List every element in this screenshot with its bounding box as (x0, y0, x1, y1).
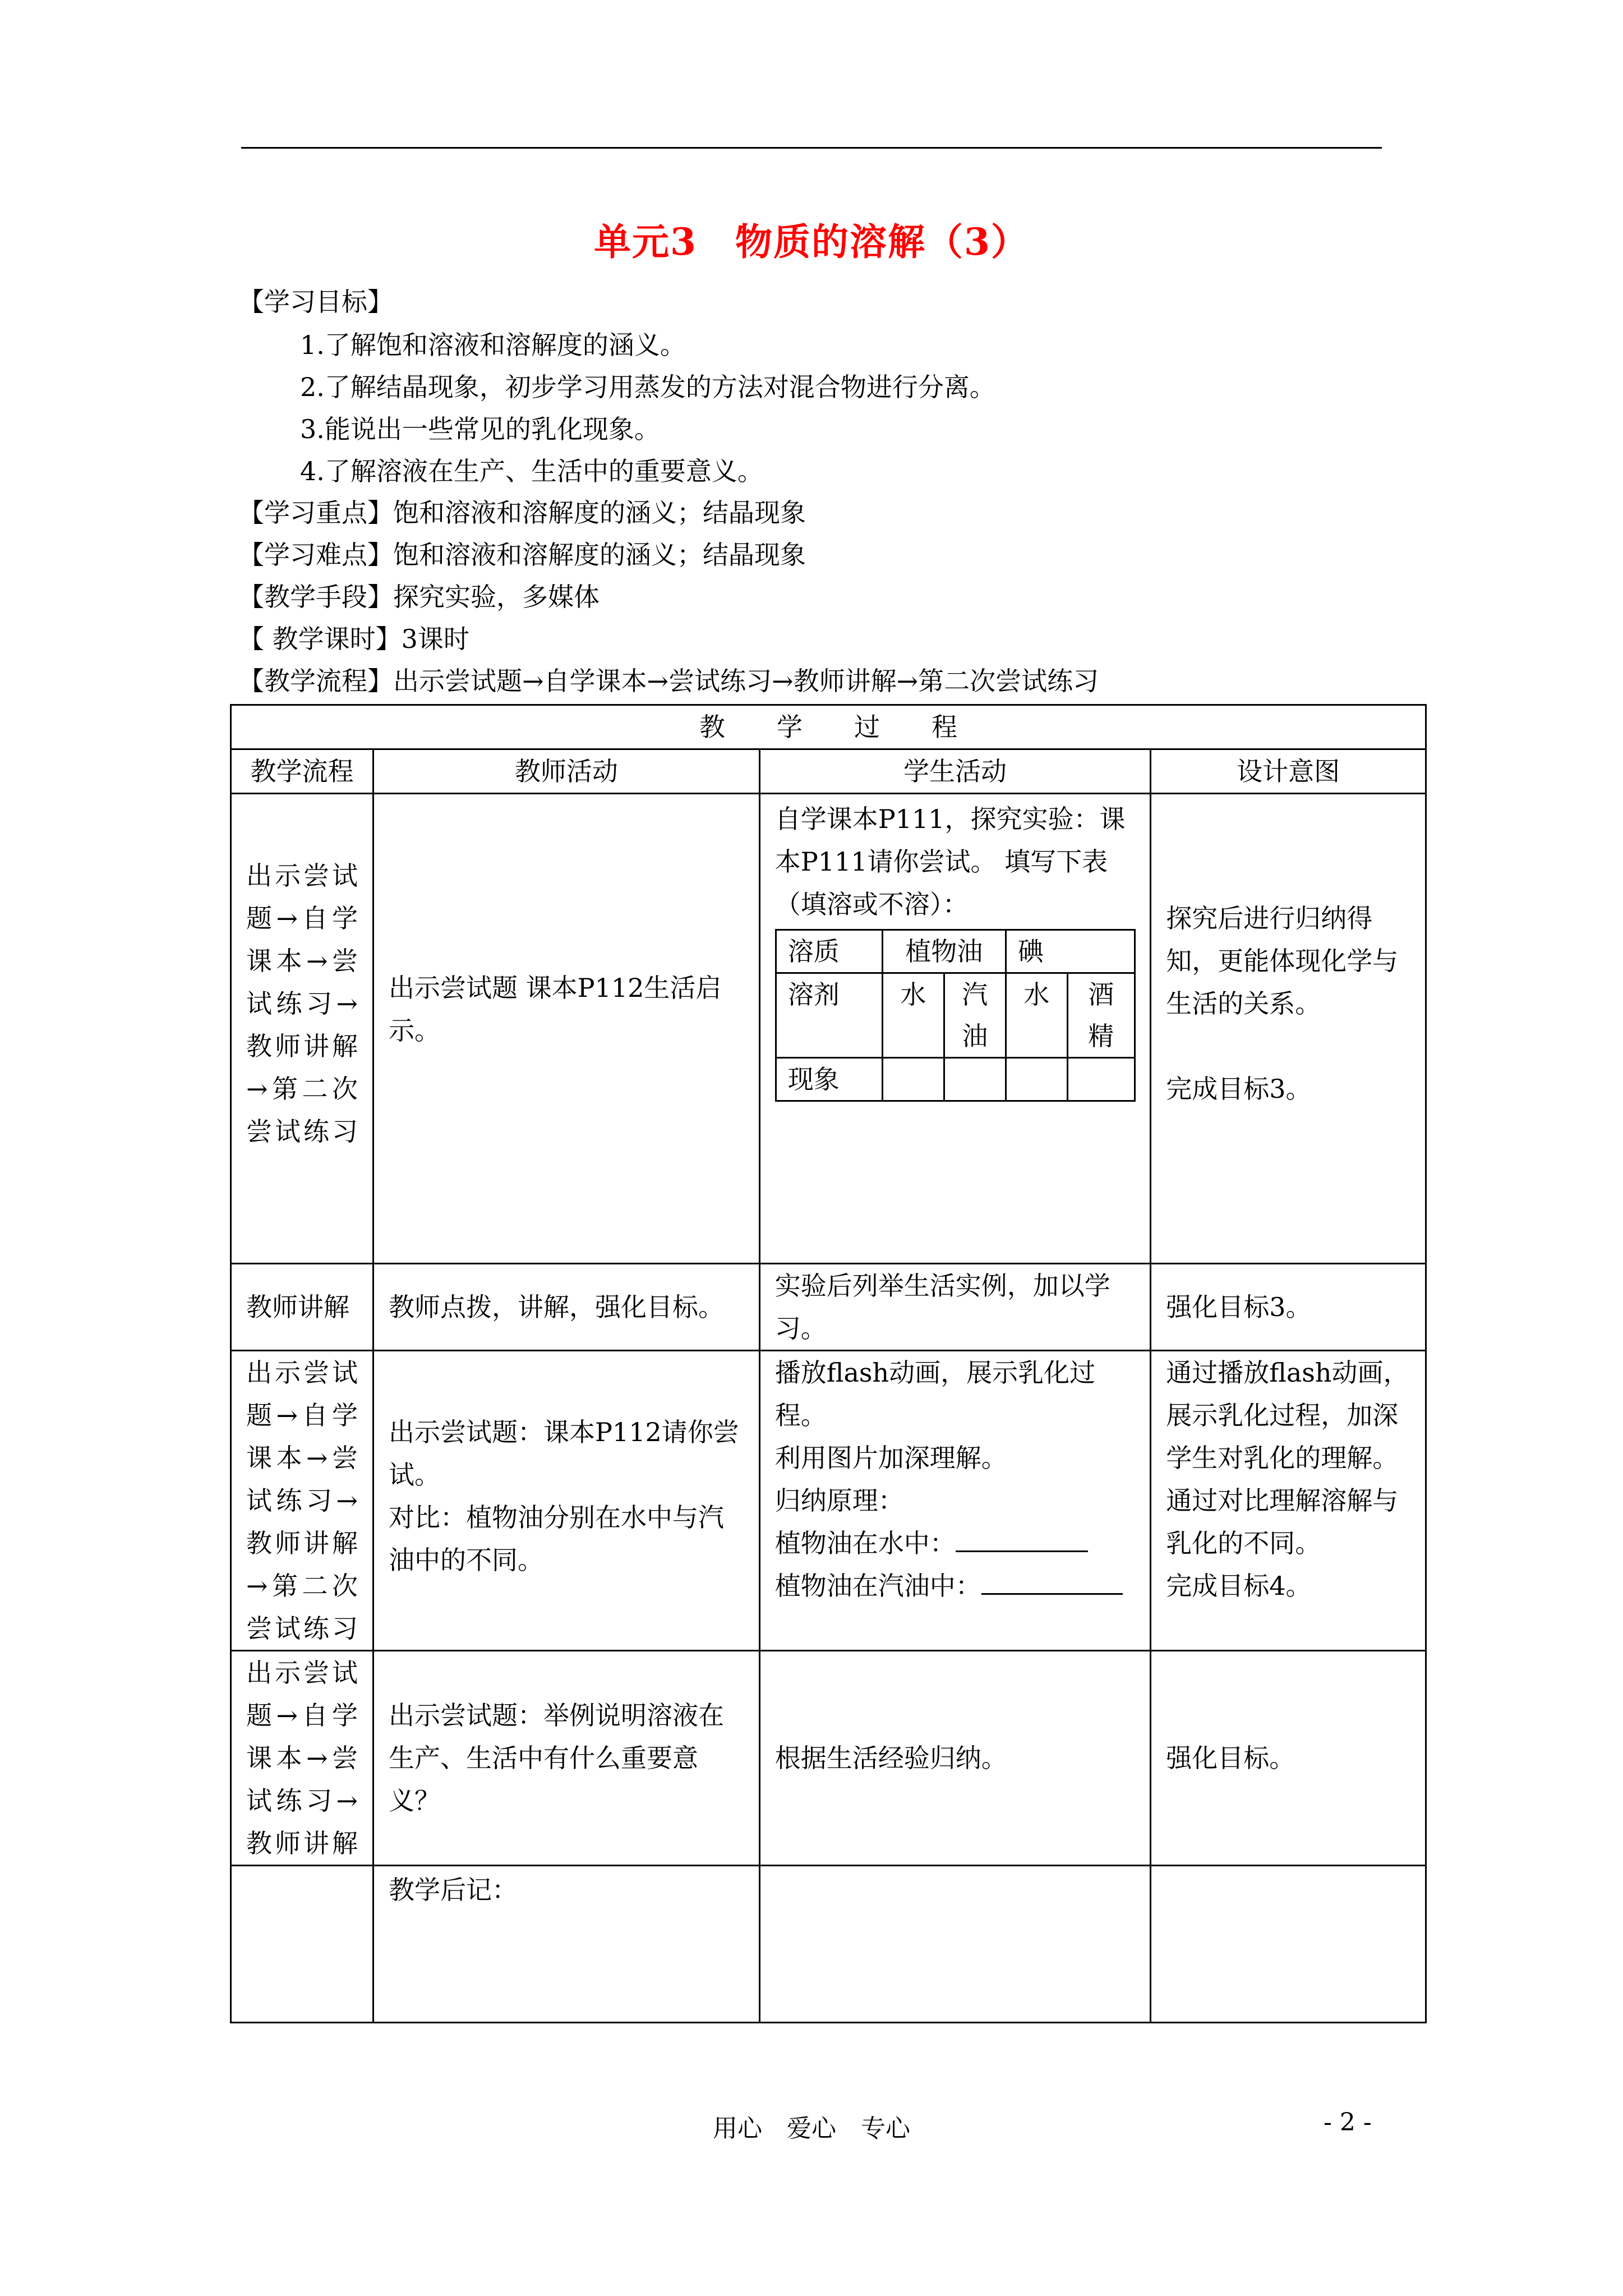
page-title: 单元3 物质的溶解（3） (594, 220, 1029, 264)
solvent-label: 溶剂 (776, 973, 882, 1058)
solute-oil: 植物油 (882, 930, 1006, 973)
table-row (231, 1264, 1426, 1351)
phenomenon-blank (882, 1058, 944, 1101)
teacher-cell: 出示尝试题 课本P112生活启示。 (373, 794, 759, 1264)
student-cell: 播放flash动画，展示乳化过程。 利用图片加深理解。 归纳原理： 植物油在水中： 植物油在汽油中： (759, 1351, 1150, 1651)
header-design-intent: 设计意图 (1151, 749, 1426, 794)
table-row (231, 1866, 1426, 2023)
teacher-cell: 出示尝试题：举例说明溶液在生产、生活中有什么重要意义？ (373, 1651, 759, 1866)
footer-motto: 用心 爱心 专心 (713, 2114, 910, 2143)
header-rule (241, 147, 1382, 149)
solute-label: 溶质 (776, 930, 882, 973)
phenomenon-blank (944, 1058, 1006, 1101)
teacher-cell: 出示尝试题：课本P112请你尝试。 对比：植物油分别在水中与汽油中的不同。 (373, 1351, 759, 1651)
objectives-heading: 【学习目标】 (238, 287, 393, 317)
objective-item: 3.能说出一些常见的乳化现象。 (300, 414, 660, 444)
solvent-alcohol: 酒精 (1067, 973, 1135, 1058)
info-class-hours: 【 教学课时】3课时 (238, 624, 469, 654)
info-teaching-flow: 【教学流程】出示尝试题→自学课本→尝试练习→教师讲解→第二次尝试练习 (238, 666, 1099, 696)
student-cell (759, 794, 1150, 1264)
intent-cell: 强化目标3。 (1151, 1264, 1426, 1351)
flow-cell: 教师讲解 (231, 1264, 374, 1351)
flow-cell: 出示尝试题→自学课本→尝试练习→教师讲解→第二次尝试练习 (231, 1351, 374, 1651)
solute-iodine: 碘 (1006, 930, 1135, 973)
teacher-cell: 教师点拨，讲解，强化目标。 (373, 1264, 759, 1351)
phenomenon-blank (1006, 1058, 1067, 1101)
table-row (231, 1651, 1426, 1866)
teaching-notes-cell: 教学后记： (373, 1866, 759, 2023)
intent-cell: 探究后进行归纳得知，更能体现化学与生活的关系。 完成目标3。 (1151, 794, 1426, 1264)
header-student-activity: 学生活动 (759, 749, 1150, 794)
table-row (231, 1351, 1426, 1651)
page-number: - 2 - (1324, 2108, 1372, 2137)
objective-item: 1.了解饱和溶液和溶解度的涵义。 (300, 330, 686, 360)
student-cell (759, 1866, 1150, 2023)
info-difficulties: 【学习难点】饱和溶液和溶解度的涵义；结晶现象 (238, 540, 806, 570)
student-cell: 根据生活经验归纳。 (759, 1651, 1150, 1866)
flow-cell: 出示尝试题→自学课本→尝试练习→教师讲解 (231, 1651, 374, 1866)
answer-blank (956, 1528, 1088, 1552)
solubility-table (775, 929, 1136, 1102)
teaching-process-table (230, 704, 1427, 2023)
objective-item: 4.了解溶液在生产、生活中的重要意义。 (300, 456, 763, 486)
intent-cell (1151, 1866, 1426, 2023)
flow-cell: 出示尝试题→自学课本→尝试练习→教师讲解→第二次尝试练习 (231, 794, 374, 1264)
student-cell: 实验后列举生活实例，加以学习。 (759, 1264, 1150, 1351)
solvent-gasoline: 汽油 (944, 973, 1006, 1058)
solvent-water: 水 (1006, 973, 1067, 1058)
header-teacher-activity: 教师活动 (373, 749, 759, 794)
student-intro: 自学课本P111，探究实验：课本P111请你尝试。 填写下表（填溶或不溶）： (774, 804, 1126, 919)
solvent-water: 水 (882, 973, 944, 1058)
info-teaching-means: 【教学手段】探究实验，多媒体 (238, 582, 600, 612)
header-flow: 教学流程 (231, 749, 374, 794)
intent-cell: 通过播放flash动画，展示乳化过程，加深学生对乳化的理解。 通过对比理解溶解与乳化的不同。 完成目标4。 (1151, 1351, 1426, 1651)
flow-cell (231, 1866, 374, 2023)
phenomenon-label: 现象 (776, 1058, 882, 1101)
table-row (231, 794, 1426, 1264)
phenomenon-blank (1067, 1058, 1135, 1101)
info-key-points: 【学习重点】饱和溶液和溶解度的涵义；结晶现象 (238, 498, 806, 528)
intent-cell: 强化目标。 (1151, 1651, 1426, 1866)
table-caption: 教 学 过 程 (231, 705, 1426, 749)
objective-item: 2.了解结晶现象，初步学习用蒸发的方法对混合物进行分离。 (300, 372, 995, 402)
answer-blank (981, 1571, 1123, 1595)
